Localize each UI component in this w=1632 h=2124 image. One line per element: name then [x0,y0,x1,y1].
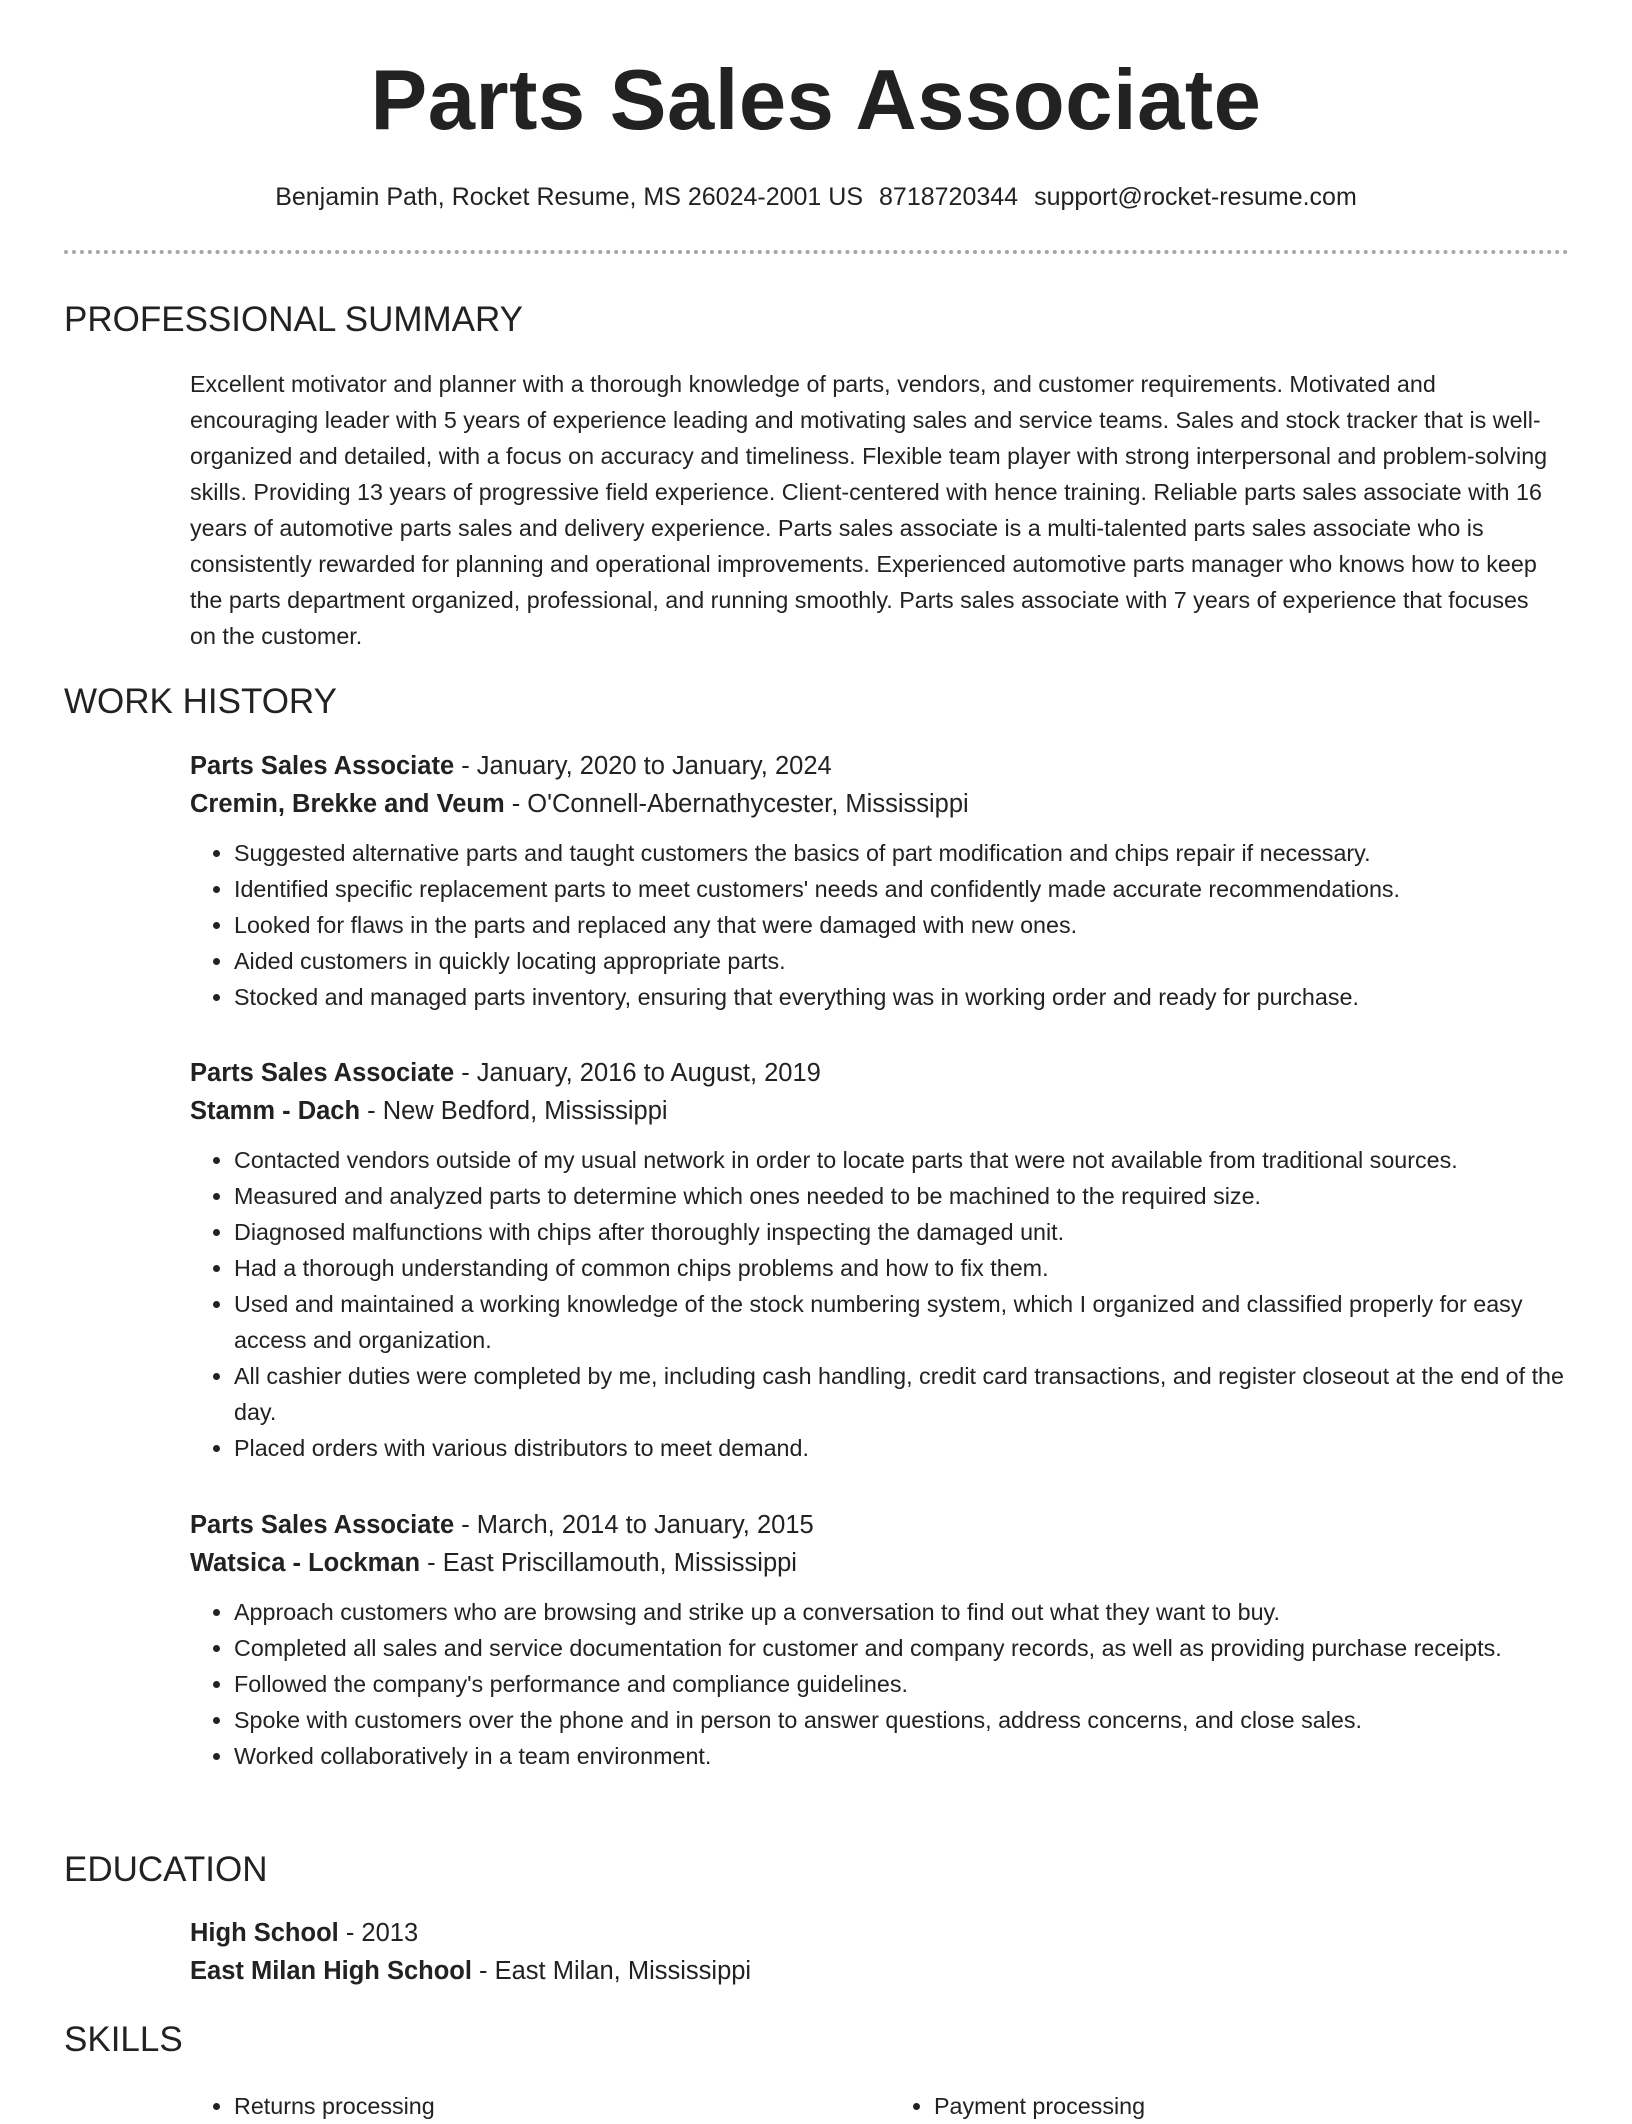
education-degree: High School [190,1919,339,1947]
list-item: • Used and maintained a working knowledge of the stock numbering system, which I organized and classified properly for easy access and organization. [234,1286,1570,1358]
job-title: Parts Sales Associate [190,752,455,780]
job-title: Parts Sales Associate [190,1511,455,1539]
education-heading: EDUCATION [64,1850,268,1889]
contact-line [0,183,1632,212]
job-dates: - March, 2014 to January, 2015 [454,1511,814,1539]
job-bullets [190,835,1570,1015]
education-location: - East Milan, Mississippi [471,1957,752,1985]
skills-heading: SKILLS [64,2020,183,2059]
job-dates: - January, 2020 to January, 2024 [454,752,832,780]
education-year: - 2013 [338,1919,419,1947]
job-company-line [190,785,1570,823]
contact-address: Benjamin Path, Rocket Resume, MS 26024-2001 US [275,183,864,211]
list-item: • Followed the company's performance and compliance guidelines. [234,1666,1570,1702]
job-entry [190,1054,1570,1466]
list-item: • Suggested alternative parts and taught customers the basics of part modification and chips repair if necessary. [234,835,1570,871]
list-item: • Approach customers who are browsing and strike up a conversation to find out what they want to buy. [234,1594,1570,1630]
education-school-line [190,1952,1570,1990]
job-company: Stamm - Dach [190,1097,361,1125]
job-title-line [190,747,1570,785]
job-bullets [190,1594,1570,1774]
summary-text: Excellent motivator and planner with a thorough knowledge of parts, vendors, and customer requirements. Motivated and encouraging leader with 5 years of experience leading and motivating sales and service teams. Sales and stock tracker that is well-organized and detailed, with a focus on accuracy and timeliness. Flexible team player with strong interpersonal and problem-solving skills. Providing 13 years of progressive field experience. Client-centered with hence training. Reliable parts sales associate with 16 years of automotive parts sales and delivery experience. Parts sales associate is a multi-talented parts sales associate who is consistently rewarded for planning and operational improvements. Experienced automotive parts manager who knows how to keep the parts department organized, professional, and running smoothly. Parts sales associate with 7 years of experience that focuses on the customer. [190,371,1548,649]
list-item: • Completed all sales and service documentation for customer and company records, as well as providing purchase receipts. [234,1630,1570,1666]
list-item: • Measured and analyzed parts to determine which ones needed to be machined to the required size. [234,1178,1570,1214]
skill-item: • Payment processing [934,2088,1570,2124]
job-company-line [190,1544,1570,1582]
skills-column-left [190,2088,870,2124]
skill-item: • Returns processing [234,2088,870,2124]
education-degree-line [190,1914,1570,1952]
job-title-line [190,1054,1570,1092]
header-divider [64,250,1569,254]
resume-title: Parts Sales Associate [370,53,1262,148]
list-item: • Contacted vendors outside of my usual network in order to locate parts that were not available from traditional sources. [234,1142,1570,1178]
job-location: - East Priscillamouth, Mississippi [420,1549,797,1577]
list-item: • Stocked and managed parts inventory, ensuring that everything was in working order and ready for purchase. [234,979,1570,1015]
list-item: • All cashier duties were completed by me, including cash handling, credit card transactions, and register closeout at the end of the day. [234,1358,1570,1430]
job-title: Parts Sales Associate [190,1059,455,1087]
list-item: • Identified specific replacement parts to meet customers' needs and confidently made accurate recommendations. [234,871,1570,907]
list-item: • Aided customers in quickly locating appropriate parts. [234,943,1570,979]
job-dates: - January, 2016 to August, 2019 [454,1059,821,1087]
job-company: Cremin, Brekke and Veum [190,790,505,818]
summary-heading: PROFESSIONAL SUMMARY [64,300,523,339]
job-location: - New Bedford, Mississippi [360,1097,668,1125]
list-item: • Spoke with customers over the phone and in person to answer questions, address concerns, and close sales. [234,1702,1570,1738]
contact-phone: 8718720344 [879,183,1019,211]
work-history-heading: WORK HISTORY [64,682,337,721]
education-entry [190,1914,1570,1990]
list-item: • Looked for flaws in the parts and replaced any that were damaged with new ones. [234,907,1570,943]
job-entry [190,747,1570,1015]
list-item: • Placed orders with various distributors to meet demand. [234,1430,1570,1466]
job-location: - O'Connell-Abernathycester, Mississippi [504,790,969,818]
list-item: • Worked collaboratively in a team environment. [234,1738,1570,1774]
job-company-line [190,1092,1570,1130]
job-entry [190,1506,1570,1774]
list-item: • Had a thorough understanding of common chips problems and how to fix them. [234,1250,1570,1286]
job-title-line [190,1506,1570,1544]
education-school: East Milan High School [190,1957,472,1985]
skills-list [190,2088,1570,2124]
list-item: • Diagnosed malfunctions with chips after thoroughly inspecting the damaged unit. [234,1214,1570,1250]
job-bullets [190,1142,1570,1466]
job-company: Watsica - Lockman [190,1549,421,1577]
skills-column-right [890,2088,1570,2124]
contact-email[interactable]: support@rocket-resume.com [1034,183,1357,211]
